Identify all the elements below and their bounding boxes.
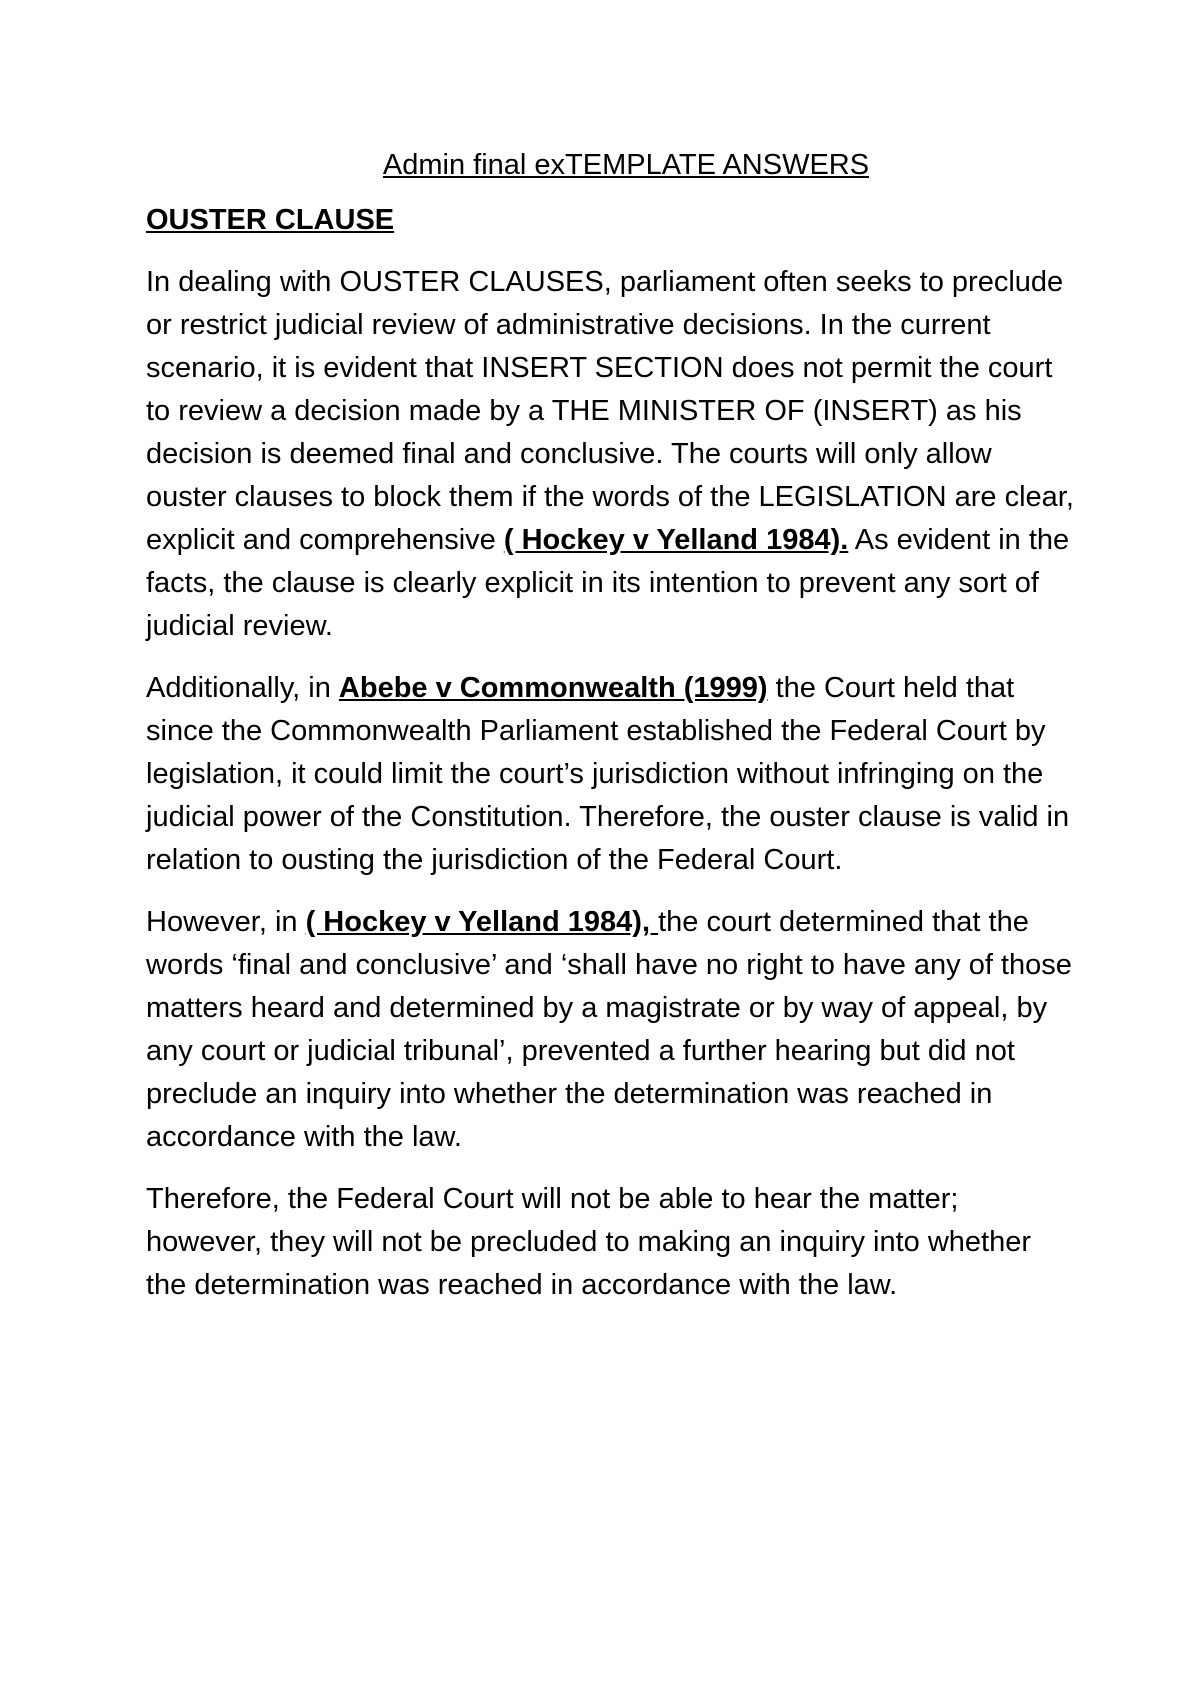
section-heading-ouster-clause: OUSTER CLAUSE <box>146 204 395 236</box>
paragraph-text: As evident in the facts, the clause is clearly explicit in its intention to prevent any sort of judicial review. <box>146 524 1070 642</box>
document-title: Admin final exTEMPLATE ANSWERS <box>382 149 870 181</box>
document-body <box>146 144 1076 1326</box>
case-citation-hockey-v-yelland: ( Hockey v Yelland 1984). <box>503 524 849 556</box>
paragraph-conclusion: Therefore, the Federal Court will not be able to hear the matter; however, they will not be precluded to making an inquiry into whether the determination was reached in accordance with the law. <box>146 1183 1032 1301</box>
case-citation-hockey-v-yelland: ( Hockey v Yelland 1984), <box>305 906 659 938</box>
paragraph-text: In dealing with OUSTER CLAUSES, parliament often seeks to preclude or restrict judicial review of administrative decisions. In the current scenario, it is evident that INSERT SECTION does not permit the court to review a decision made by a THE MINISTER OF (INSERT) as his decision is deemed final and conclusive. The courts will only allow ouster clauses to block them if the words of the LEGISLATION are clear, explicit and comprehensive <box>146 266 1074 556</box>
paragraph-text: the Court held that since the Commonwealth Parliament established the Federal Court by legislation, it could limit the court’s jurisdiction without infringing on the judicial power of the Constitution. Therefore, the ouster clause is valid in relation to ousting the jurisdiction of the Federal Court. <box>146 672 1070 876</box>
paragraph-text: However, in <box>146 906 306 938</box>
paragraph-abebe <box>146 667 1076 882</box>
paragraph-text: Additionally, in <box>146 672 339 704</box>
case-citation-abebe-v-commonwealth: Abebe v Commonwealth (1999) <box>338 672 768 704</box>
paragraph-ouster-intro <box>146 261 1076 648</box>
paragraph-text: the court determined that the words ‘final and conclusive’ and ‘shall have no right to have any of those matters heard and determined by a magistrate or by way of appeal, by any court or judicial tribunal’, prevented a further hearing but did not preclude an inquiry into whether the determination was reached in accordance with the law. <box>146 906 1072 1153</box>
paragraph-however <box>146 901 1076 1159</box>
